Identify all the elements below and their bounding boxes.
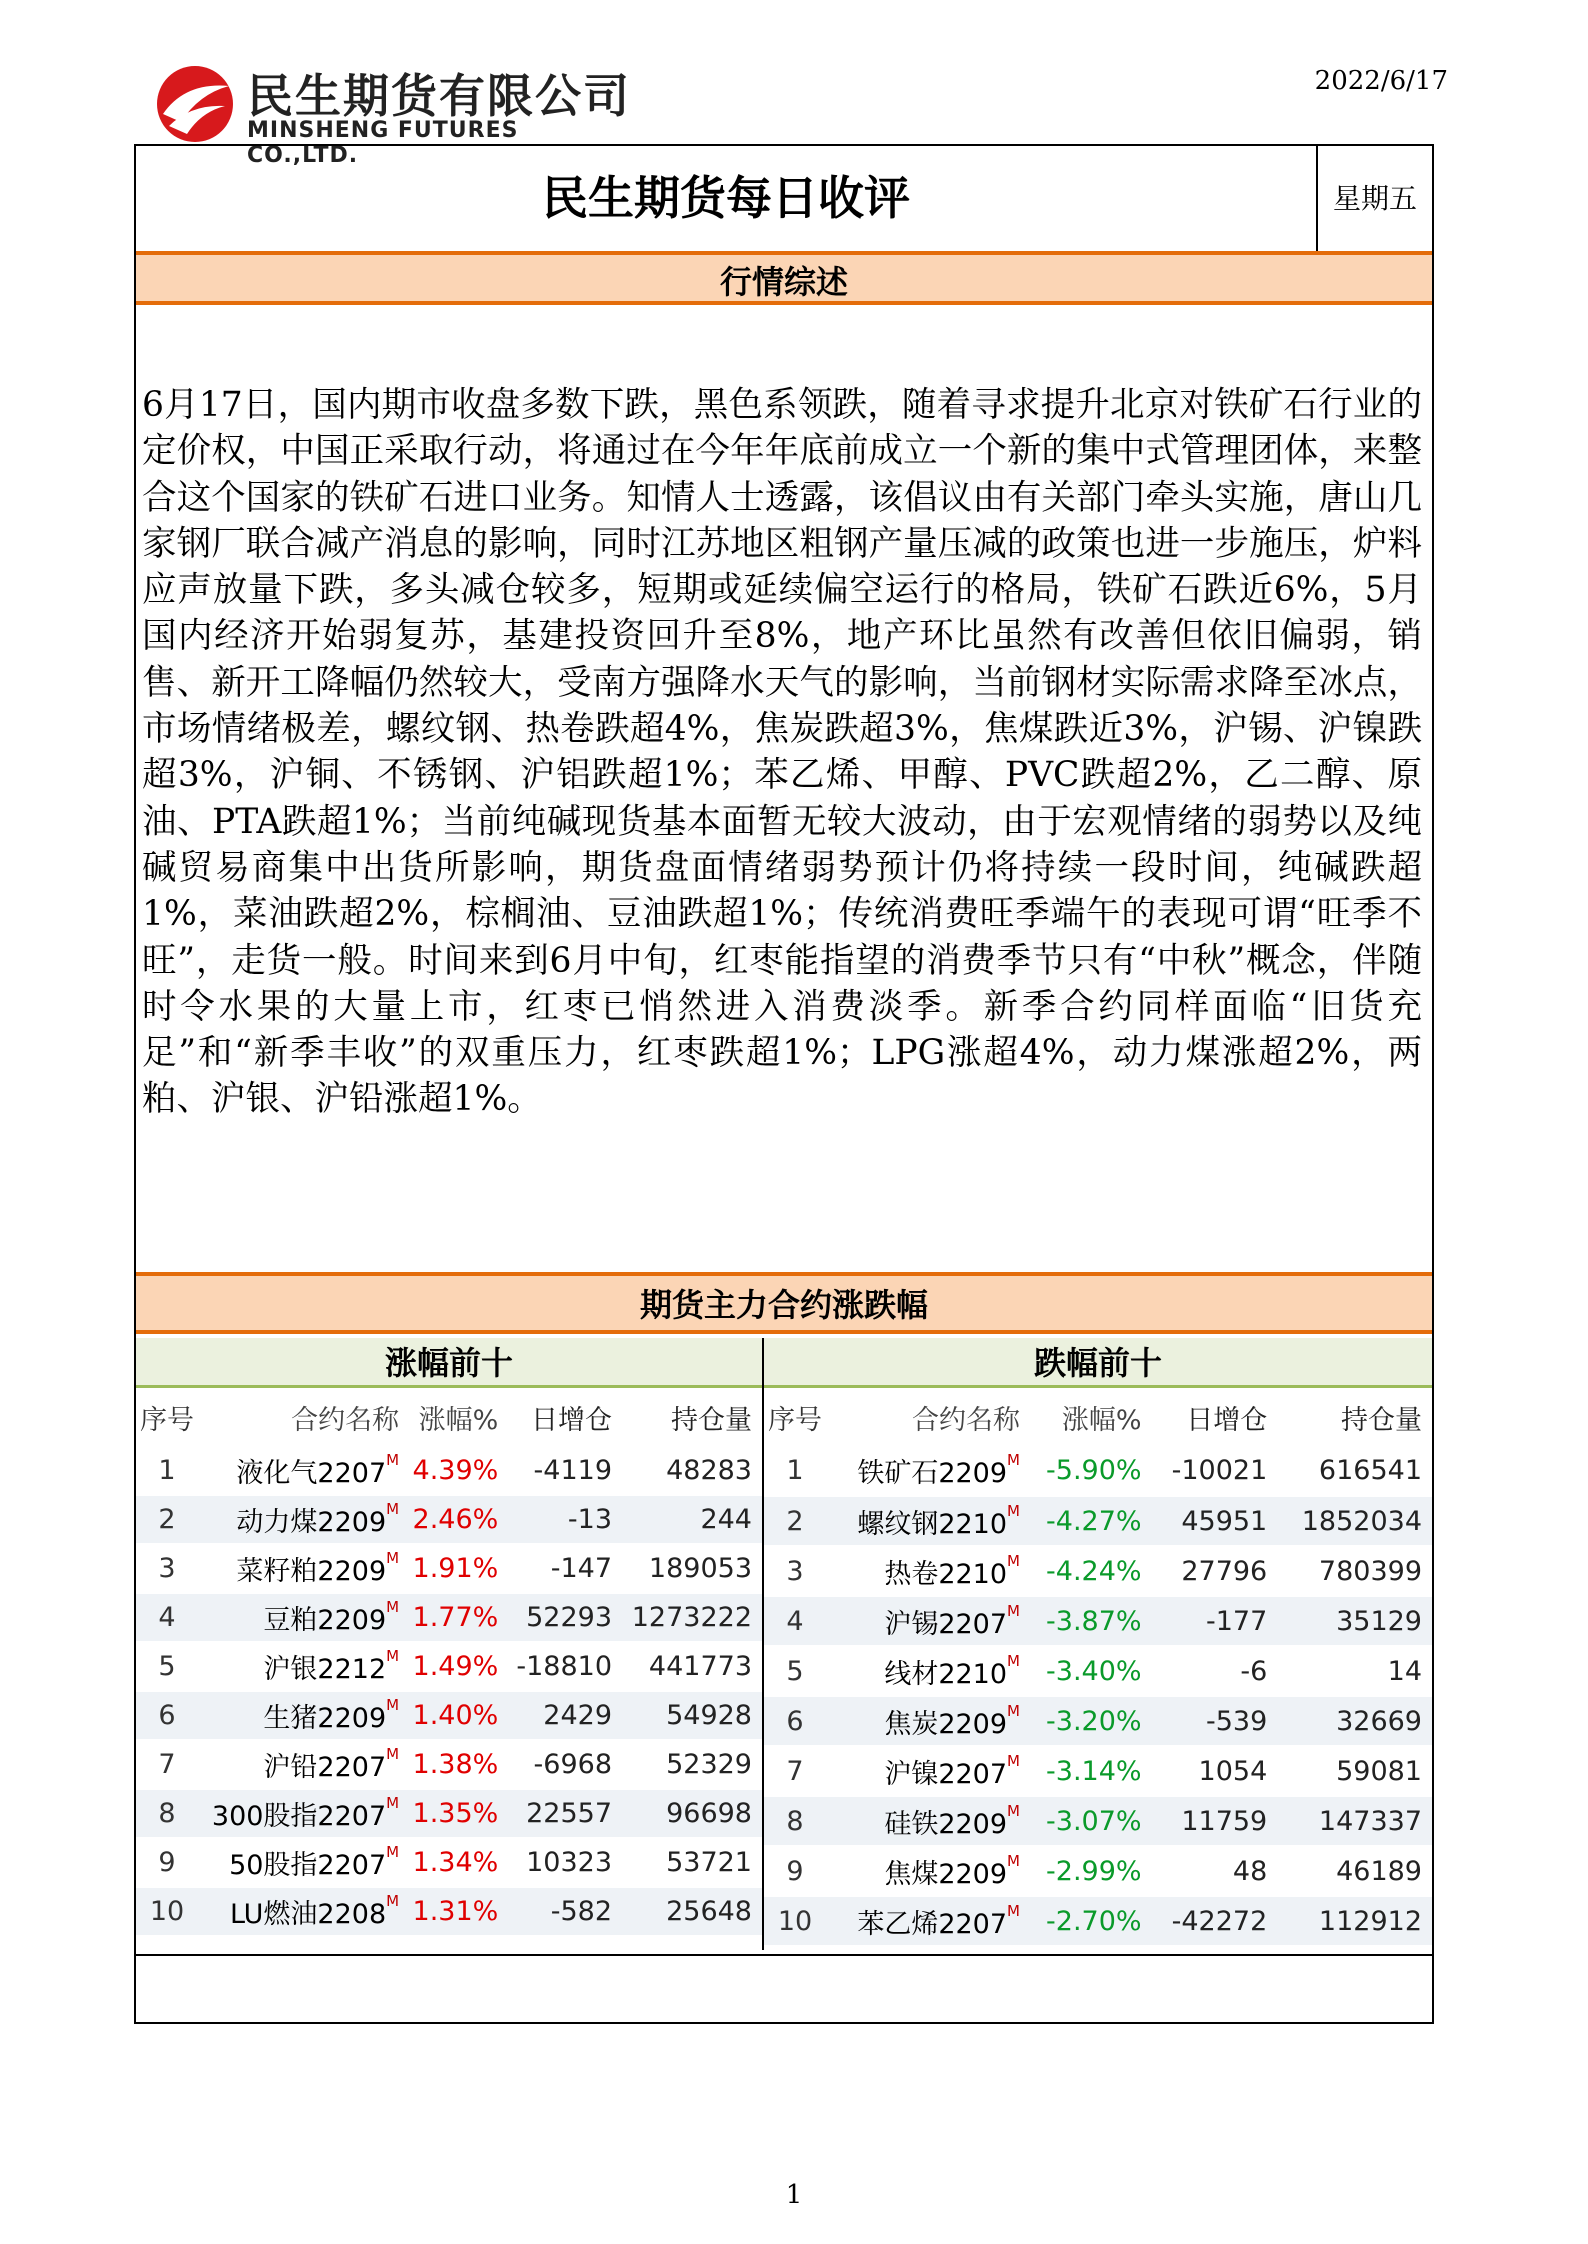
open-interest: 53721	[622, 1838, 762, 1887]
losers-col-change-pct-header: 涨幅%	[1061, 1404, 1142, 1436]
main-contract-marker: M	[386, 1549, 400, 1567]
row-index: 5	[764, 1646, 826, 1696]
main-contract-marker: M	[1007, 1701, 1020, 1720]
change-pct: 2.46%	[405, 1495, 508, 1544]
open-interest: 1273222	[622, 1593, 762, 1642]
oi-change: -18810	[508, 1642, 622, 1691]
main-contract-marker: M	[1007, 1451, 1020, 1469]
change-pct: 1.40%	[405, 1691, 508, 1740]
losers-table	[764, 1388, 1432, 1947]
table-row	[764, 1746, 1432, 1796]
main-contract-marker: M	[386, 1647, 400, 1665]
row-index: 8	[136, 1789, 198, 1838]
contract-name: 沪银$2212^M$	[198, 1642, 405, 1691]
row-index: 9	[136, 1838, 198, 1887]
row-index: 6	[136, 1691, 198, 1740]
company-logo	[155, 58, 635, 168]
open-interest: 35129	[1277, 1596, 1432, 1646]
contract-name: 焦炭$2209^M$	[826, 1696, 1026, 1746]
open-interest: 14	[1277, 1646, 1432, 1696]
open-interest: 48283	[622, 1446, 762, 1495]
open-interest: 616541	[1277, 1446, 1432, 1496]
contract-name: 生猪$2209^M$	[198, 1691, 405, 1740]
gainers-col-index-header: 序号	[140, 1404, 194, 1436]
report-frame	[134, 144, 1434, 2024]
table-row	[764, 1596, 1432, 1646]
row-index: 7	[764, 1746, 826, 1796]
main-contract-marker: M	[1007, 1601, 1020, 1620]
row-index: 10	[764, 1896, 826, 1946]
open-interest: 46189	[1277, 1846, 1432, 1896]
open-interest: 32669	[1277, 1696, 1432, 1746]
oi-change: -147	[508, 1544, 622, 1593]
main-contract-marker: M	[386, 1598, 400, 1616]
logo-emblem-icon	[155, 64, 235, 144]
table-row	[136, 1887, 762, 1936]
row-index: 6	[764, 1696, 826, 1746]
row-index: 1	[764, 1446, 826, 1496]
change-pct: -3.40%	[1026, 1646, 1152, 1696]
oi-change: -42272	[1152, 1896, 1278, 1946]
main-contract-marker: M	[386, 1892, 400, 1910]
main-contract-marker: M	[1007, 1801, 1020, 1820]
contract-name: 硅铁$2209^M$	[826, 1796, 1026, 1846]
table-row	[764, 1646, 1432, 1696]
oi-change: 48	[1152, 1846, 1278, 1896]
table-row	[136, 1446, 762, 1495]
row-index: 3	[136, 1544, 198, 1593]
table-row	[764, 1496, 1432, 1546]
open-interest: 112912	[1277, 1896, 1432, 1946]
gainers-panel	[136, 1338, 764, 1950]
main-contract-marker: M	[386, 1794, 400, 1812]
oi-change: 27796	[1152, 1546, 1278, 1596]
table-row	[764, 1546, 1432, 1596]
contract-name: 沪锡$2207^M$	[826, 1596, 1026, 1646]
gainers-col-change-pct-header: 涨幅%	[418, 1404, 499, 1436]
change-pct: -3.87%	[1026, 1596, 1152, 1646]
table-row	[136, 1642, 762, 1691]
contract-name: 50股指$2207^M$	[198, 1838, 405, 1887]
main-contract-marker: M	[386, 1745, 400, 1763]
oi-change: -13	[508, 1495, 622, 1544]
change-pct: -4.24%	[1026, 1546, 1152, 1596]
gainers-col-contract-header: 合约名称	[291, 1404, 400, 1436]
row-index: 9	[764, 1846, 826, 1896]
futures-heading: 期货主力合约涨跌幅	[136, 1272, 1432, 1334]
row-index: 2	[764, 1496, 826, 1546]
contract-name: 焦煤$2209^M$	[826, 1846, 1026, 1896]
row-index: 4	[764, 1596, 826, 1646]
table-row	[764, 1446, 1432, 1496]
change-pct: -2.99%	[1026, 1846, 1152, 1896]
contract-name: 液化气$2207^M$	[198, 1446, 405, 1495]
table-row	[136, 1691, 762, 1740]
row-index: 8	[764, 1796, 826, 1846]
gainers-col-open-interest-header: 持仓量	[671, 1404, 752, 1436]
title-bar	[136, 146, 1432, 253]
contract-name: 螺纹钢$2210^M$	[826, 1496, 1026, 1546]
open-interest: 54928	[622, 1691, 762, 1740]
main-contract-marker: M	[1007, 1851, 1020, 1870]
main-contract-marker: M	[1007, 1551, 1020, 1570]
report-date: 2022/6/17	[1314, 66, 1448, 96]
change-pct: -4.27%	[1026, 1496, 1152, 1546]
gainers-table	[136, 1388, 762, 1937]
company-name-cn: 民生期货有限公司	[247, 69, 631, 123]
row-index: 4	[136, 1593, 198, 1642]
oi-change: -539	[1152, 1696, 1278, 1746]
table-row	[136, 1593, 762, 1642]
main-contract-marker: M	[386, 1843, 400, 1861]
table-row	[764, 1696, 1432, 1746]
oi-change: 1054	[1152, 1746, 1278, 1796]
contract-name: 动力煤$2209^M$	[198, 1495, 405, 1544]
company-name-en: MINSHENG FUTURES CO.,LTD.	[247, 118, 519, 168]
change-pct: 1.49%	[405, 1642, 508, 1691]
main-contract-marker: M	[1007, 1901, 1020, 1920]
oi-change: 10323	[508, 1838, 622, 1887]
row-index: 1	[136, 1446, 198, 1495]
contract-name: 豆粕$2209^M$	[198, 1593, 405, 1642]
open-interest: 1852034	[1277, 1496, 1432, 1546]
row-index: 7	[136, 1740, 198, 1789]
oi-change: -4119	[508, 1446, 622, 1495]
table-row	[136, 1789, 762, 1838]
oi-change: -10021	[1152, 1446, 1278, 1496]
table-row	[136, 1838, 762, 1887]
change-pct: -2.70%	[1026, 1896, 1152, 1946]
contract-name: 沪铅$2207^M$	[198, 1740, 405, 1789]
contract-name: 苯乙烯$2207^M$	[826, 1896, 1026, 1946]
losers-col-oi-change-header: 日增仓	[1186, 1404, 1268, 1436]
open-interest: 52329	[622, 1740, 762, 1789]
losers-panel	[764, 1338, 1432, 1950]
open-interest: 96698	[622, 1789, 762, 1838]
change-pct: 1.31%	[405, 1887, 508, 1936]
futures-tables	[136, 1338, 1432, 1950]
gainers-title: 涨幅前十	[136, 1338, 762, 1388]
main-contract-marker: M	[1007, 1501, 1020, 1520]
contract-name: 铁矿石$2209^M$	[826, 1446, 1026, 1496]
table-row	[136, 1544, 762, 1593]
table-row	[136, 1740, 762, 1789]
open-interest: 244	[622, 1495, 762, 1544]
oi-change: -6968	[508, 1740, 622, 1789]
oi-change: 2429	[508, 1691, 622, 1740]
row-index: 10	[136, 1887, 198, 1936]
overview-heading: 行情综述	[136, 251, 1432, 305]
oi-change: -582	[508, 1887, 622, 1936]
change-pct: 1.77%	[405, 1593, 508, 1642]
weekday: 星期五	[1316, 146, 1432, 251]
table-row	[764, 1796, 1432, 1846]
table-row	[764, 1896, 1432, 1946]
table-row	[764, 1846, 1432, 1896]
contract-name: 沪镍$2207^M$	[826, 1746, 1026, 1796]
open-interest: 441773	[622, 1642, 762, 1691]
row-index: 5	[136, 1642, 198, 1691]
change-pct: 1.34%	[405, 1838, 508, 1887]
page-number: 1	[785, 2180, 803, 2210]
change-pct: -3.07%	[1026, 1796, 1152, 1846]
open-interest: 147337	[1277, 1796, 1432, 1846]
row-index: 2	[136, 1495, 198, 1544]
losers-col-contract-header: 合约名称	[912, 1404, 1020, 1436]
table-row	[136, 1495, 762, 1544]
open-interest: 780399	[1277, 1546, 1432, 1596]
oi-change: -6	[1152, 1646, 1278, 1696]
change-pct: 1.91%	[405, 1544, 508, 1593]
oi-change: 52293	[508, 1593, 622, 1642]
oi-change: 22557	[508, 1789, 622, 1838]
main-contract-marker: M	[386, 1450, 400, 1469]
overview-text: 6月17日，国内期市收盘多数下跌，黑色系领跌，随着寻求提升北京对铁矿石行业的定价权，中国正采取行动，将通过在今年年底前成立一个新的集中式管理团体，来整合这个国家的铁矿石进口业务。知情人士透露，该倡议由有关部门牵头实施，唐山几家钢厂联合减产消息的影响，同时江苏地区粗钢产量压减的政策也进一步施压，炉料应声放量下跌，多头减仓较多，短期或延续偏空运行的格局，铁矿石跌近6%，5月国内经济开始弱复苏，基建投资回升至8%，地产环比虽然有改善但依旧偏弱，销售、新开工降幅仍然较大，受南方强降水天气的影响，当前钢材实际需求降至冰点，市场情绪极差，螺纹钢、热卷跌超4%，焦炭跌超3%，焦煤跌近3%，沪锡、沪镍跌超3%，沪铜、不锈钢、沪铝跌超1%；苯乙烯、甲醇、PVC跌超2%，乙二醇、原油、PTA跌超1%；当前纯碱现货基本面暂无较大波动，由于宏观情绪的弱势以及纯碱贸易商集中出货所影响，期货盘面情绪弱势预计仍将持续一段时间，纯碱跌超1%，菜油跌超2%，棕榈油、豆油跌超1%；传统消费旺季端午的表现可谓“旺季不旺”，走货一般。时间来到6月中旬，红枣能指望的消费季节只有“中秋”概念，伴随时令水果的大量上市，红枣已悄然进入消费淡季。新季合约同样面临“旧货充足”和“新季丰收”的双重压力，红枣跌超1%；LPG涨超4%，动力煤涨超2%，两粕、沪银、沪铅涨超1%。	[142, 385, 1422, 1120]
change-pct: 1.35%	[405, 1789, 508, 1838]
main-contract-marker: M	[386, 1500, 400, 1518]
gainers-col-oi-change-header: 日增仓	[531, 1404, 613, 1436]
row-index: 3	[764, 1546, 826, 1596]
contract-name: 热卷$2210^M$	[826, 1546, 1026, 1596]
contract-name: 300股指$2207^M$	[198, 1789, 405, 1838]
oi-change: 11759	[1152, 1796, 1278, 1846]
oi-change: -177	[1152, 1596, 1278, 1646]
change-pct: -3.14%	[1026, 1746, 1152, 1796]
losers-title: 跌幅前十	[764, 1338, 1432, 1388]
report-title: 民生期货每日收评	[542, 171, 910, 225]
contract-name: LU燃油$2208^M$	[198, 1887, 405, 1936]
losers-col-index-header: 序号	[768, 1404, 822, 1436]
empty-footer-row	[136, 1954, 1432, 2024]
change-pct: -5.90%	[1026, 1446, 1152, 1496]
losers-col-open-interest-header: 持仓量	[1341, 1404, 1422, 1436]
open-interest: 189053	[622, 1544, 762, 1593]
change-pct: 1.38%	[405, 1740, 508, 1789]
oi-change: 45951	[1152, 1496, 1278, 1546]
change-pct: -3.20%	[1026, 1696, 1152, 1746]
main-contract-marker: M	[1007, 1751, 1020, 1770]
open-interest: 25648	[622, 1887, 762, 1936]
change-pct: 4.39%	[405, 1446, 508, 1495]
main-contract-marker: M	[1007, 1651, 1020, 1670]
main-contract-marker: M	[386, 1696, 400, 1714]
contract-name: 线材$2210^M$	[826, 1646, 1026, 1696]
contract-name: 菜籽粕$2209^M$	[198, 1544, 405, 1593]
open-interest: 59081	[1277, 1746, 1432, 1796]
